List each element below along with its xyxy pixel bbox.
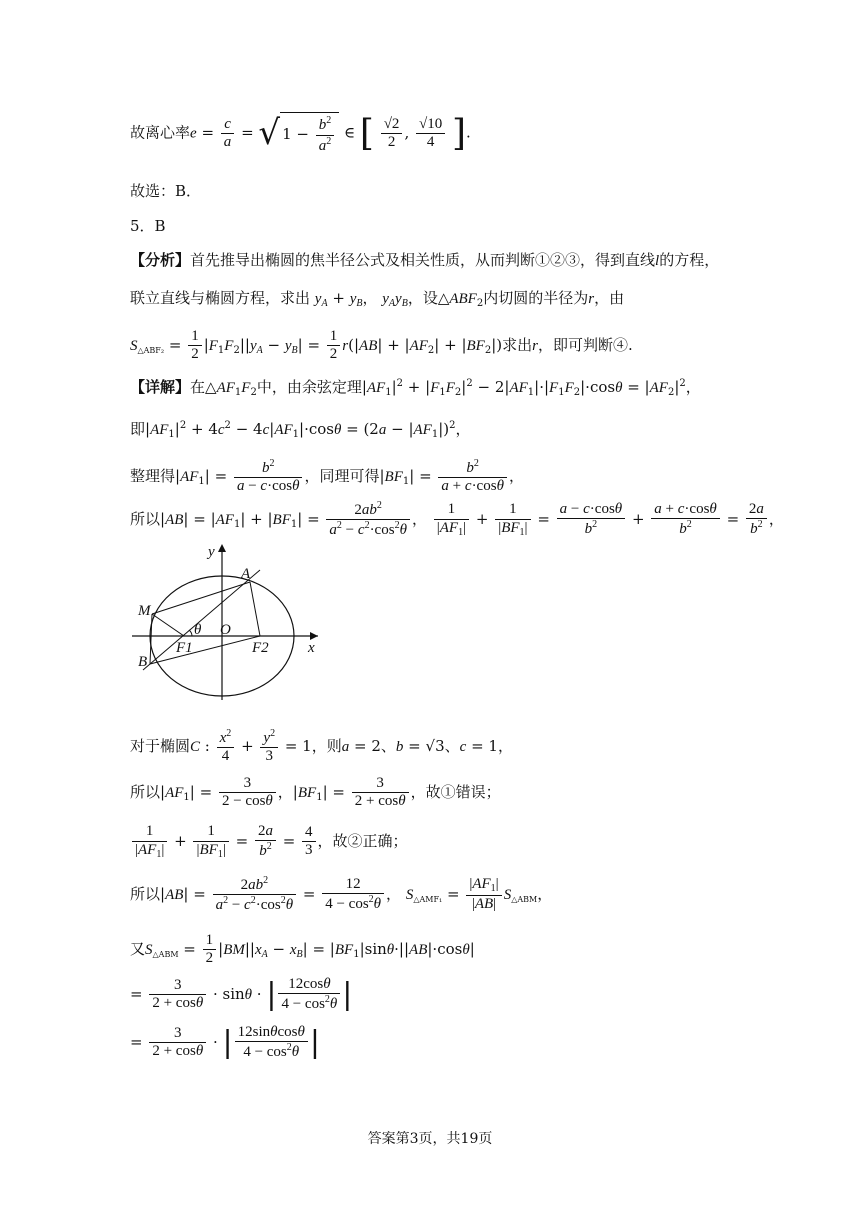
analysis-line-1: 【分析】首先推导出椭圆的焦半径公式及相关性质，从而判断①②③，得到直线l的方程， [130, 251, 720, 269]
label-y: y [208, 544, 215, 560]
segment-af2 [250, 582, 260, 636]
judgement-2-line: $\frac{1}{|AF_1|}$ + $\frac{1}{|BF_1|}$ = $\frac{2a}{b^2}$ = $\frac{4}{3}$ ，故②正确； [130, 823, 820, 861]
label-m: M [138, 603, 151, 619]
detail-line-1: 【详解】在$\triangle AF_1F_2$中，由余弦定理$|AF_1|^2 + |F_1F_2|^2 - 2|AF_1|\cdot|F_1F_2|\cdot\cos\theta = |AF_2|^2$， [130, 378, 701, 398]
ellipse-figure [128, 540, 328, 710]
page-footer: 答案第3页，共19页 [367, 1131, 493, 1147]
detail-line-3: 整理得$|AF_1|$ = $\frac{b^2}{a - c\cdot\cos\theta}$ ，同理可得$|BF_1|$ = $\frac{b^2}{a + c\cdot\cos\theta}$ ， [130, 458, 524, 495]
label-a: A [241, 566, 251, 582]
label-theta: θ [194, 622, 202, 638]
angle-arc [189, 630, 192, 636]
question-number: 5．B [130, 217, 166, 235]
label-b: B [138, 654, 148, 670]
y-axis-arrow [218, 544, 226, 552]
label-f1: F1 [176, 640, 193, 656]
area-formula-line: $S_{\triangle ABF_2}$ = $\frac{1}{2}$ $|F_1F_2||y_A - y_B|$ = $\frac{1}{2}$ $r(|AB| + |AF_2| + |BF_2|)$求出r，即可判断④. [130, 328, 633, 363]
label-f2: F2 [252, 640, 269, 656]
detail-line-4: 所以$|AB| = |AF_1| + |BF_1|$ = $\frac{2ab^2}{a^2 - c^2\cdot\cos^2\theta}$ ， $\frac{1}{|AF_1|}$ + $\frac{1}{|BF_1|}$ = $\frac{a - c\cdot\cos\theta}{b^2}$ + $\frac{a + c\cdot\cos\theta}{b^2}$ = $\frac{2a}{b^2}$ ， [130, 500, 784, 539]
eccentricity-line: 故离心率e = $\frac{c}{a}$ = √ 1 − $\frac{b^2}{a^2}$ ∈ [ $\frac{√2}{2}$ , $\frac{√10}{4}$ ]. [130, 113, 471, 154]
analysis-line-2: 联立直线与椭圆方程，求出 $y_A + y_B$， $y_Ay_B$，设$\triangle ABF_2$内切圆的半径为r，由 [130, 289, 625, 309]
judgement-1-line: 所以$|AF_1|$ = $\frac{3}{2 - \cos\theta}$ ，$|BF_1|$ = $\frac{3}{2 + \cos\theta}$ ，故①错误； [130, 775, 501, 810]
x-axis-arrow [310, 632, 318, 640]
label-o: O [220, 622, 231, 638]
ab-length-line: 所以|AB| = $\frac{2ab^2}{a^2 - c^2\cdot\cos^2\theta}$ = $\frac{12}{4 - \cos^2\theta}$ ， $S_{\triangle AMF_1}$ = $\frac{|AF_1|}{|AB|}$ $S_{\triangle ABM}$， [130, 875, 553, 914]
detail-line-2: 即$|AF_1|^2 + 4c^2 - 4c|AF_1|\cdot\cos\theta = (2a - |AF_1|)^2$， [130, 420, 471, 440]
segment-mf1 [152, 614, 184, 636]
label-x: x [308, 640, 315, 656]
answer-choice-line: 故选：B． [130, 182, 202, 200]
ellipse-params-line: 对于椭圆C : $\frac{x^2}{4}$ + $\frac{y^2}{3}$ = 1，则a = 2、b = √3、c = 1， [130, 728, 513, 765]
area-abm-line: 又$S_{\triangle ABM}$ = $\frac{1}{2}$ $|BM||x_A - x_B| = |BF_1|\sin\theta\cdot||AB|\cdot\cos\theta|$ [130, 932, 475, 967]
area-abm-step-2: = $\frac{3}{2 + \cos\theta}$ · | $\frac{12\sin\theta\cos\theta}{4 - \cos^2\theta}$ | [130, 1024, 320, 1061]
area-abm-step-1: = $\frac{3}{2 + \cos\theta}$ · sinθ · | $\frac{12\cos\theta}{4 - \cos^2\theta}$ | [130, 976, 353, 1013]
